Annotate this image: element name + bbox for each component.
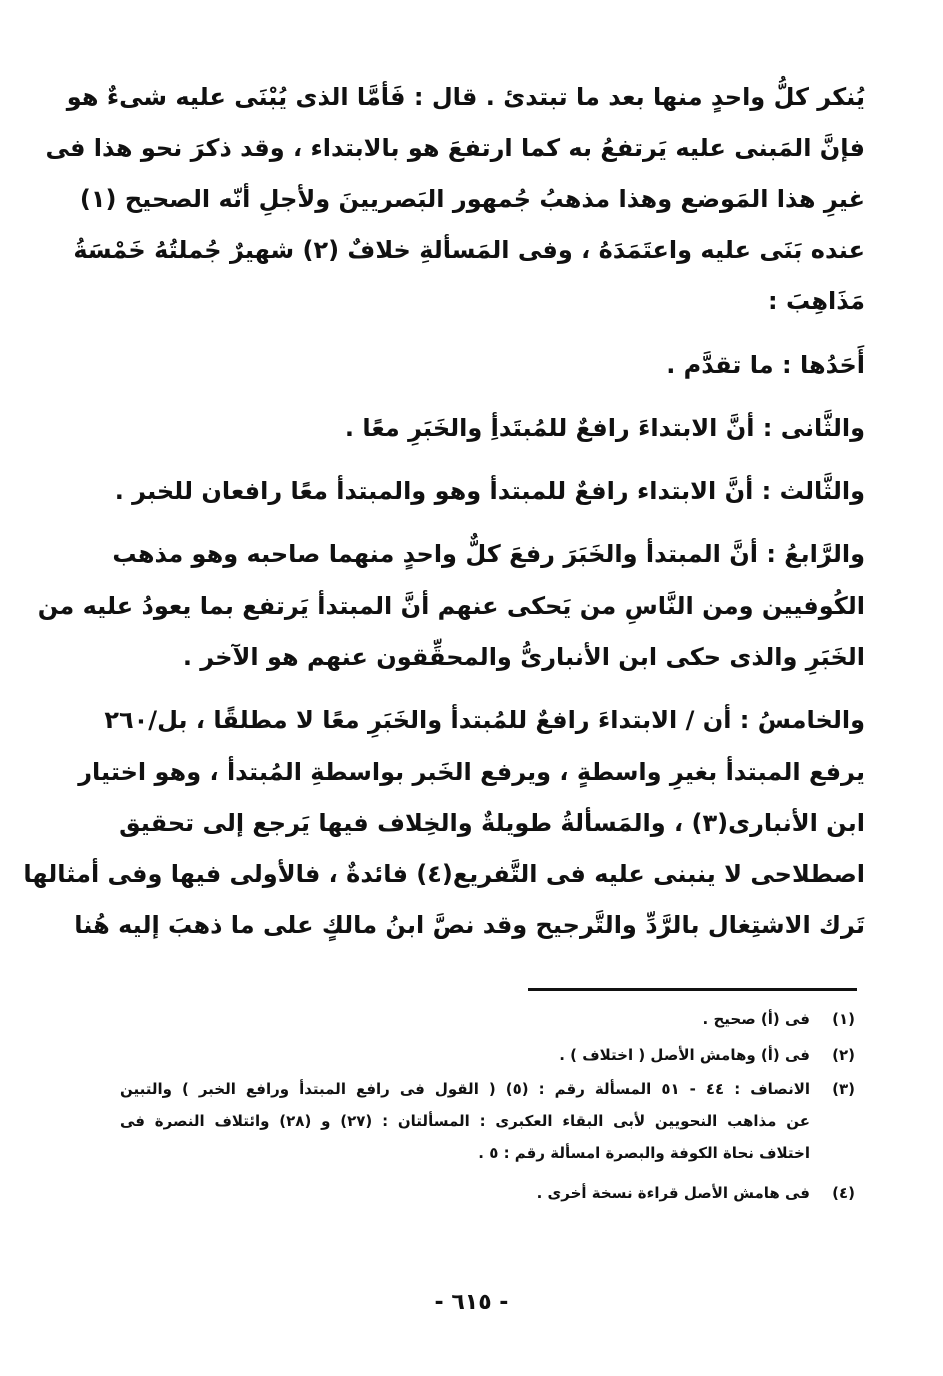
footnote-text: فى (أ) صحيح . bbox=[702, 1010, 810, 1028]
body-line-14: ابن الأنبارى(٣) ، والمَسألةُ طويلةٌ والخِلاف فيها يَرجع إلى تحقيق bbox=[119, 809, 865, 837]
body-line-15: اصطلاحى لا ينبنى عليه فى التَّفريع(٤) فائدةٌ ، فالأولى فيها وفى أمثالها bbox=[23, 860, 865, 888]
body-line-9: والرَّابعُ : أنَّ المبتدأ والخَبَرَ رفعَ كلٌّ واحدٍ منهما صاحبه وهو مذهب bbox=[112, 540, 865, 568]
body-line-1: يُنكر كلُّ واحدٍ منها بعد ما تبتدئ . قال : فَأمَّا الذى يُبْنَى عليه شىءٌ هو bbox=[66, 83, 865, 111]
footnote-number: (٣) bbox=[832, 1080, 855, 1098]
body-line-10: الكُوفيين ومن النَّاسِ من يَحكى عنهم أنَّ المبتدأ يَرتفع بما يعودُ عليه من bbox=[37, 592, 865, 620]
footnote-text: الانصاف : ٤٤ - ٥١ المسألة رقم : (٥) ( القول فى رافع المبتدأ ورافع الخبر ) والتبين bbox=[120, 1080, 811, 1098]
body-line-12: والخامسُ : أن / الابتداءَ رافعٌ للمُبتدأ والخَبَرِ معًا لا مطلقًا ، بل/٢٦٠ bbox=[104, 706, 865, 734]
footnote-text: عن مذاهب النحويين لأبى البقاء العكبرى : المسألتان : (٢٧) و (٢٨) وائتلاف النصرة فى bbox=[120, 1112, 811, 1130]
footnote-number: (١) bbox=[832, 1010, 855, 1028]
body-line-3: غيرِ هذا المَوضع وهذا مذهبُ جُمهور البَصريينَ ولأجلِ أنّه الصحيح (١) bbox=[79, 185, 865, 213]
body-line-13: يرفع المبتدأ بغيرِ واسطةٍ ، ويرفع الخَبر بواسطةِ المُبتدأ ، وهو اختيار bbox=[78, 758, 865, 786]
body-line-16: تَرك الاشتِغال بالرَّدِّ والتَّرجيح وقد نصَّ ابنُ مالكٍ على ما ذهبَ إليه هُنا bbox=[74, 911, 865, 939]
body-line-11: الخَبَرِ والذى حكى ابن الأنبارىُّ والمحقِّقون عنهم هو الآخر . bbox=[182, 643, 865, 671]
body-line-6: أَحَدُها : ما تقدَّم . bbox=[666, 351, 865, 379]
footnote-separator bbox=[528, 988, 857, 991]
footnote-number: (٤) bbox=[832, 1184, 855, 1202]
body-line-4: عنده بَنَى عليه واعتَمَدَهُ ، وفى المَسألةِ خلافٌ (٢) شهيرٌ جُملتُهُ خَمْسَةُ bbox=[73, 236, 865, 264]
body-line-7: والثَّانى : أنَّ الابتداءَ رافعٌ للمُبتَدأِ والخَبَرِ معًا . bbox=[344, 414, 865, 442]
footnote-text: اختلاف نحاة الكوفة والبصرة امسألة رقم : ٥ . bbox=[478, 1144, 810, 1162]
body-line-2: فإنَّ المَبنى عليه يَرتفعُ به كما ارتفعَ هو بالابتداء ، وقد ذكرَ نحو هذا فى bbox=[45, 134, 865, 162]
body-line-5: مَذَاهِبَ : bbox=[768, 287, 865, 315]
page-number: - ٦١٥ - bbox=[434, 1290, 509, 1315]
footnote-text: فى (أ) وهامش الأصل ( اختلاف ) . bbox=[559, 1046, 810, 1064]
footnote-text: فى هامش الأصل قراءة نسخة أخرى . bbox=[536, 1184, 810, 1202]
footnote-number: (٢) bbox=[832, 1046, 855, 1064]
body-line-8: والثَّالث : أنَّ الابتداء رافعٌ للمبتدأ وهو والمبتدأ معًا رافعان للخبر . bbox=[114, 477, 865, 505]
